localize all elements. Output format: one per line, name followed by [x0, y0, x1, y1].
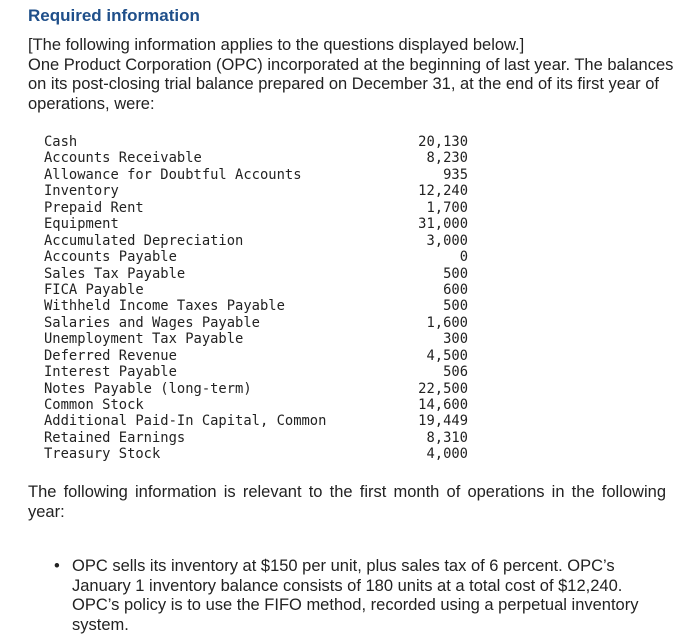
bullet-text: OPC sells its inventory at $150 per unit, plus sales tax of 6 percent. OPC’s January 1 inventory balance consists of 180 units at a total cost of $12,240. OPC’s policy is to use the FIFO method, recorded using a perpetual inventory system.	[72, 557, 639, 634]
account-name: Sales Tax Payable	[44, 265, 186, 282]
trial-balance-row	[44, 315, 468, 331]
account-name: Additional Paid-In Capital, Common	[44, 413, 327, 430]
account-amount: 935	[443, 166, 468, 183]
bullet-dot-icon: •	[54, 557, 60, 575]
info-bullet	[54, 557, 654, 635]
account-name: Interest Payable	[44, 364, 177, 381]
trial-balance-row	[44, 249, 468, 265]
account-amount: 31,000	[418, 216, 468, 233]
account-name: Deferred Revenue	[44, 347, 177, 364]
trial-balance-row	[44, 331, 468, 347]
account-amount: 20,130	[418, 134, 468, 150]
account-name: Accounts Receivable	[44, 150, 202, 167]
account-name: Inventory	[44, 183, 119, 200]
trial-balance-row	[44, 430, 468, 446]
account-amount: 4,000	[426, 446, 468, 463]
account-name: Treasury Stock	[44, 446, 161, 463]
trial-balance-row	[44, 413, 468, 429]
trial-balance-row	[44, 298, 468, 314]
trial-balance-row	[44, 282, 468, 298]
account-amount: 12,240	[418, 183, 468, 200]
account-amount: 1,700	[426, 199, 468, 216]
relevant-info-text: The following information is relevant to the first month of operations in the following year:	[28, 483, 666, 521]
account-amount: 8,310	[426, 429, 468, 446]
account-amount: 300	[443, 331, 468, 348]
trial-balance-row	[44, 381, 468, 397]
trial-balance-row	[44, 266, 468, 282]
trial-balance-row	[44, 364, 468, 380]
account-name: Unemployment Tax Payable	[44, 331, 244, 348]
intro-note: [The following information applies to the questions displayed below.]	[28, 36, 525, 54]
account-name: Salaries and Wages Payable	[44, 314, 260, 331]
account-name: Accumulated Depreciation	[44, 232, 244, 249]
account-name: Common Stock	[44, 397, 144, 413]
trial-balance-row	[44, 397, 468, 413]
account-name: Equipment	[44, 216, 119, 233]
trial-balance-row	[44, 200, 468, 216]
info-bullet-list	[54, 557, 654, 635]
account-name: Cash	[44, 134, 78, 150]
account-amount: 500	[443, 265, 468, 282]
account-name: FICA Payable	[44, 281, 144, 298]
account-name: Allowance for Doubtful Accounts	[44, 166, 302, 183]
account-amount: 19,449	[418, 413, 468, 430]
intro-text	[28, 36, 678, 114]
account-amount: 8,230	[426, 150, 468, 167]
account-amount: 4,500	[426, 347, 468, 364]
trial-balance-row	[44, 183, 468, 199]
account-name: Prepaid Rent	[44, 199, 144, 216]
account-amount: 14,600	[418, 397, 468, 413]
trial-balance-row	[44, 348, 468, 364]
trial-balance-row	[44, 167, 468, 183]
account-name: Retained Earnings	[44, 429, 186, 446]
trial-balance-row	[44, 134, 468, 150]
trial-balance-row	[44, 150, 468, 166]
trial-balance-row	[44, 233, 468, 249]
account-name: Notes Payable (long-term)	[44, 380, 252, 397]
account-amount: 3,000	[426, 232, 468, 249]
account-amount: 506	[443, 364, 468, 381]
intro-paragraph: One Product Corporation (OPC) incorporated at the beginning of last year. The balances on its post-closing trial balance prepared on December 31, at the end of its first year of operations, were:	[28, 55, 674, 113]
section-heading: Required information	[28, 6, 200, 25]
account-amount: 500	[443, 298, 468, 315]
account-name: Accounts Payable	[44, 249, 177, 266]
trial-balance-row	[44, 446, 468, 462]
account-name: Withheld Income Taxes Payable	[44, 298, 285, 315]
account-amount: 1,600	[426, 314, 468, 331]
trial-balance-row	[44, 216, 468, 232]
account-amount: 22,500	[418, 380, 468, 397]
account-amount: 600	[443, 281, 468, 298]
trial-balance-table	[44, 134, 468, 463]
account-amount: 0	[459, 249, 468, 266]
